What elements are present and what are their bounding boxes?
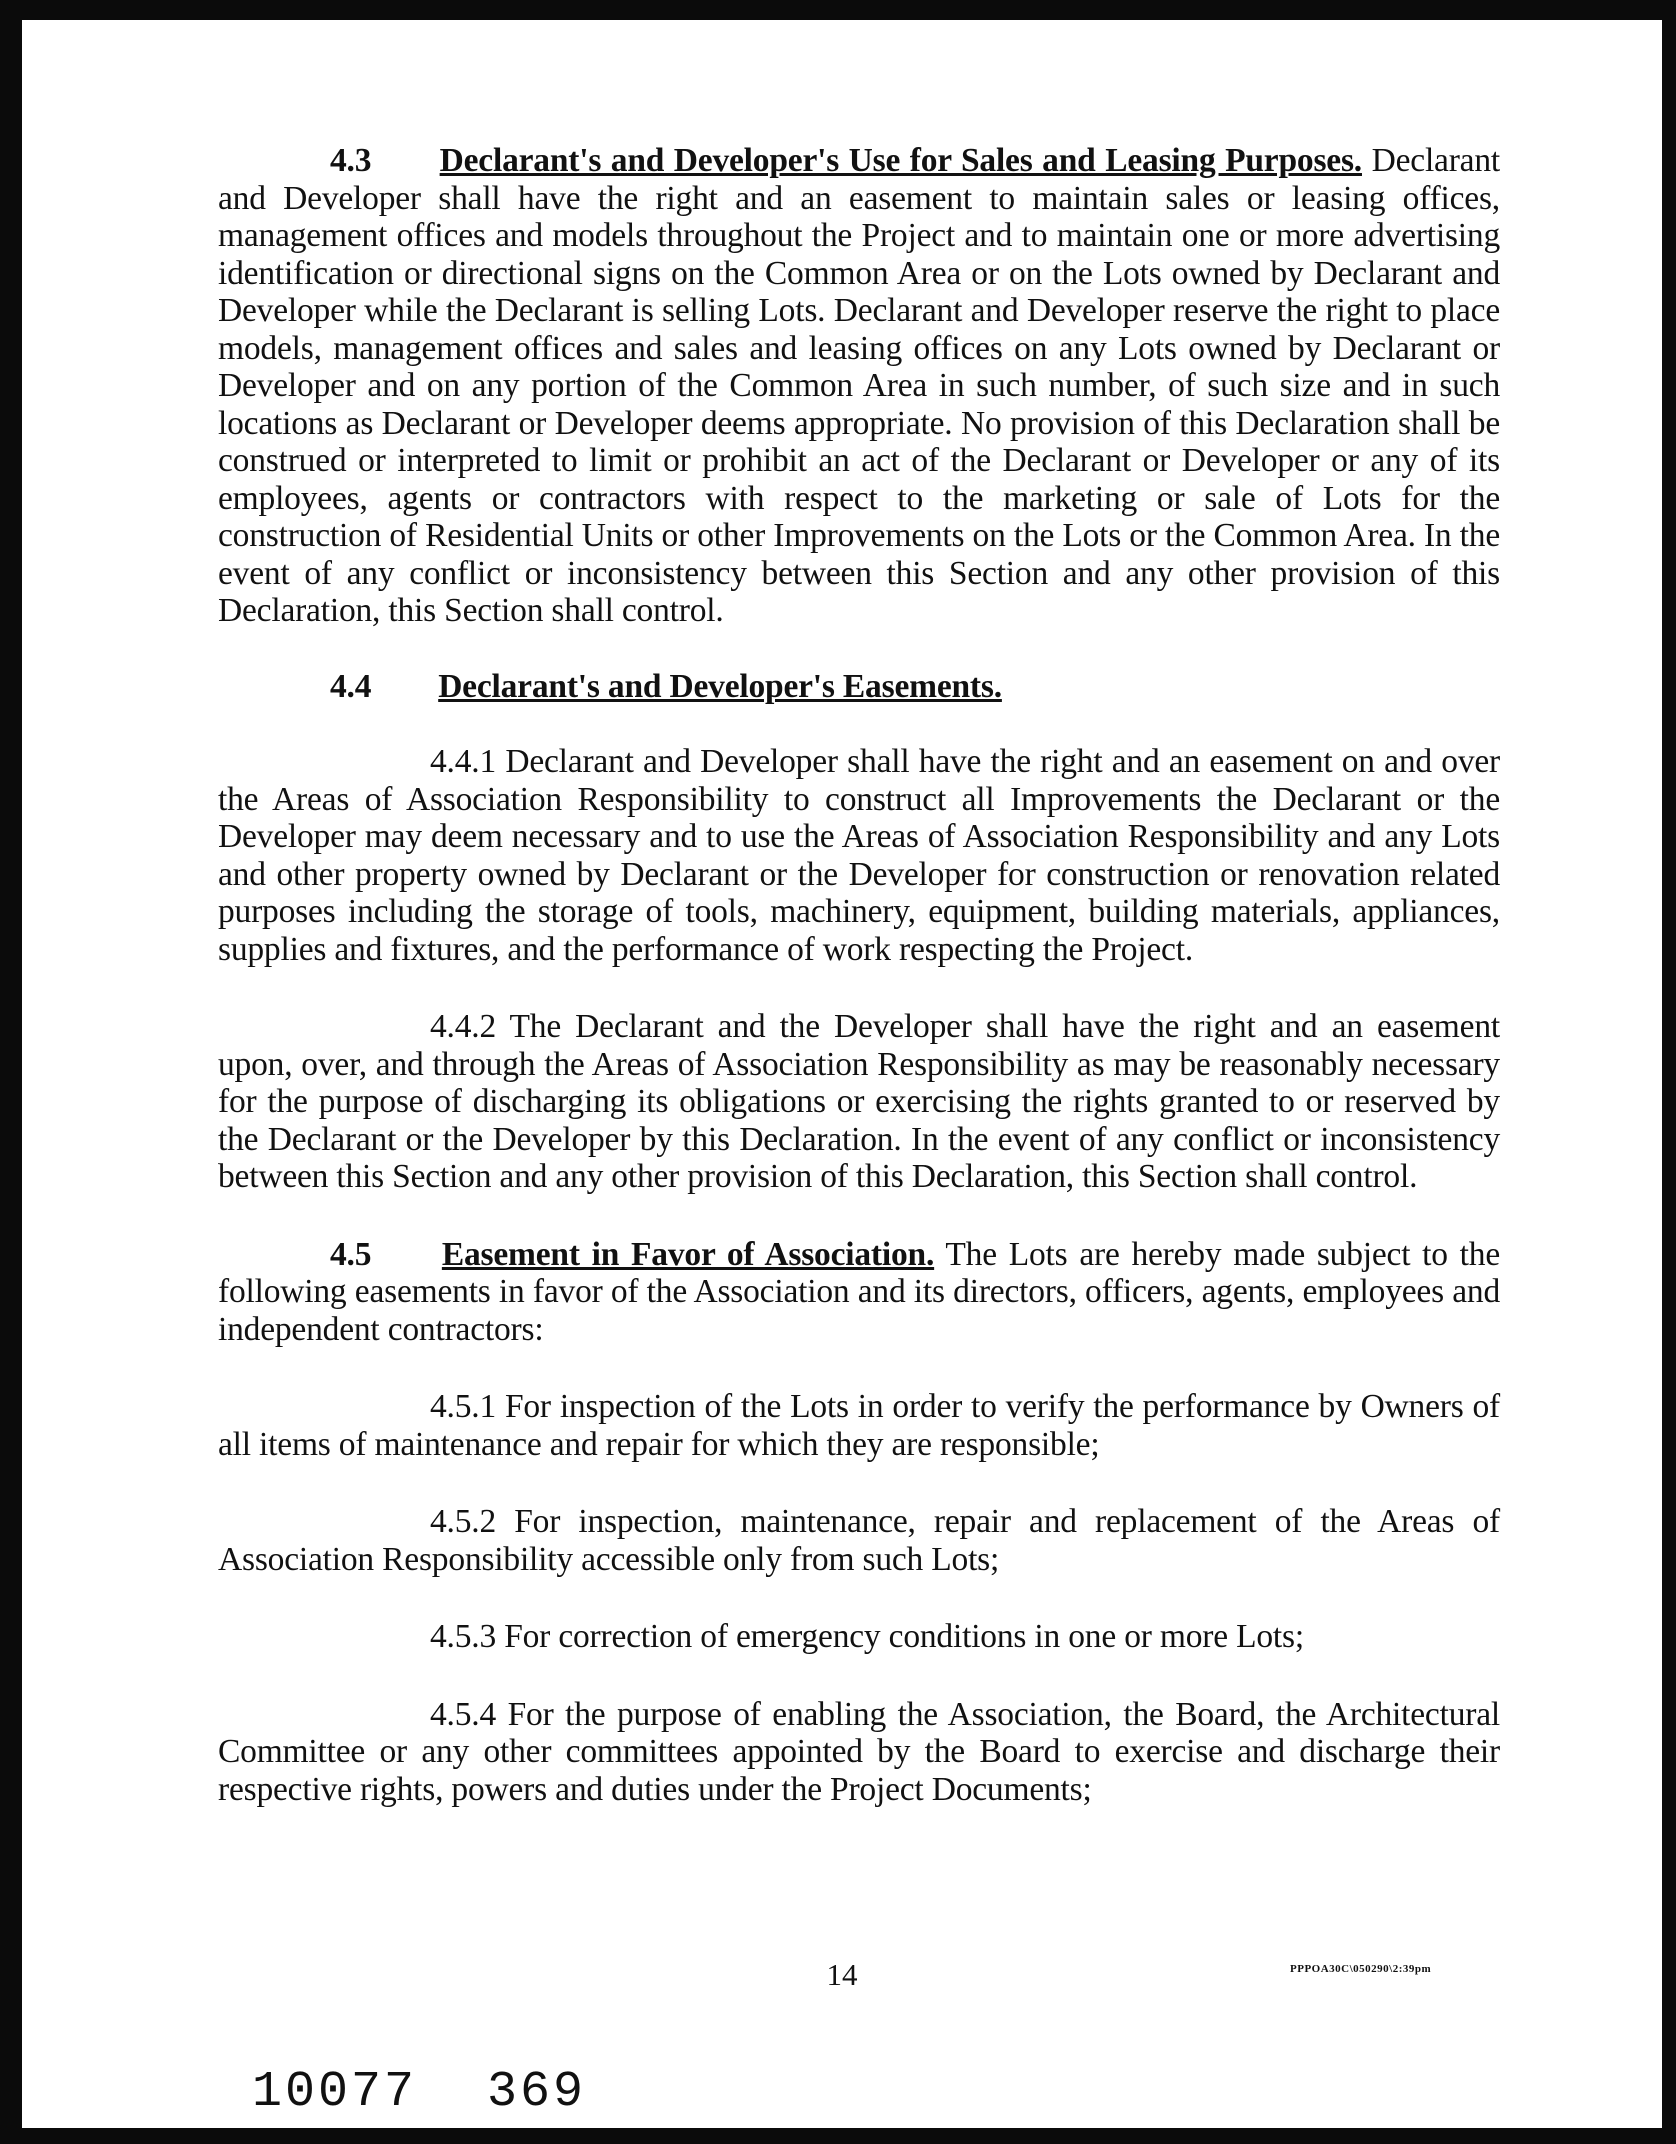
section-4-4-2 [218,1008,1500,1196]
section-text: Declarant and Developer shall have the right and an easement on and over the Areas of Association Responsibility to construct all Improvements the Declarant or the Developer may deem necessary and to use the Areas of Association Responsibility and any Lots and other property owned by Declarant or the Developer for construction or renovation related purposes including the storage of tools, machinery, equipment, building materials, appliances, supplies and fixtures, and the performance of work respecting the Project. [218,743,1500,968]
section-number: 4.5 [330,1235,372,1273]
section-text: The Declarant and the Developer shall have the right and an easement upon, over, and through the Areas of Association Responsibility as may be reasonably necessary for the purpose of discharging its obligations or exercising the rights granted to or reserved by the Declarant or the Developer by this Declaration. In the event of any conflict or inconsistency between this Section and any other provision of this Declaration, this Section shall control. [218,1008,1500,1195]
section-text: For inspection, maintenance, repair and replacement of the Areas of Association Responsibility accessible only from such Lots; [218,1503,1500,1578]
section-text: The Lots are hereby made subject to the following easements in favor of the Association and its directors, officers, agents, employees and independent contractors: [218,1235,1500,1348]
book-page-number: 369 [487,2064,587,2121]
subsection-number: 4.4.2 [430,1008,497,1045]
section-4-3 [218,142,1500,630]
subsection-number: 4.5.2 [430,1503,497,1540]
section-text: For inspection of the Lots in order to verify the performance by Owners of all items of maintenance and repair for which they are responsible; [218,1388,1500,1463]
subsection-number: 4.5.1 [430,1388,497,1425]
section-number: 4.3 [330,142,372,179]
subsection-number: 4.5.4 [430,1695,497,1733]
section-title: Declarant's and Developer's Easements. [438,667,1002,705]
section-text: For correction of emergency conditions in one or more Lots; [504,1618,1304,1655]
section-text: For the purpose of enabling the Association, the Board, the Architectural Committee or any other committees appointed by the Board to exercise and discharge their respective rights, powers and duties under the Project Documents; [218,1695,1500,1808]
subsection-number: 4.5.3 [430,1618,497,1655]
section-4-5-2 [218,1503,1500,1578]
recording-reference [252,2064,586,2121]
document-page [22,20,1662,2128]
section-4-4-1 [218,743,1500,968]
document-body [218,142,1500,1808]
book-number: 10077 [252,2064,418,2121]
section-4-5-1 [218,1388,1500,1463]
section-text: Declarant and Developer shall have the right and an easement to maintain sales or leasing offices, management offices and models throughout the Project and to maintain one or more advertising identification or directional signs on the Common Area or on the Lots owned by Declarant and Developer while the Declarant is selling Lots. Declarant and Developer reserve the right to place models, management offices and sales and leasing offices on any Lots owned by Declarant or Developer and on any portion of the Common Area in such number, of such size and in such locations as Declarant or Developer deems appropriate. No provision of this Declaration shall be construed or interpreted to limit or prohibit an act of the Declarant or Developer or any of its employees, agents or contractors with respect to the marketing or sale of Lots for the construction of Residential Units or other Improvements on the Lots or the Common Area. In the event of any conflict or inconsistency between this Section and any other provision of this Declaration, this Section shall control. [218,142,1500,629]
section-4-4 [218,668,1500,706]
section-title: Declarant's and Developer's Use for Sales and Leasing Purposes. [439,142,1362,179]
document-code: PPPOA30C\050290\2:39pm [1290,1963,1432,1975]
section-title: Easement in Favor of Association. [441,1235,935,1273]
section-number: 4.4 [330,667,372,705]
section-4-5-3 [218,1618,1500,1656]
section-4-5 [218,1236,1500,1349]
section-4-5-4 [218,1696,1500,1809]
subsection-number: 4.4.1 [430,743,497,780]
page-number: 14 [826,1957,858,1992]
